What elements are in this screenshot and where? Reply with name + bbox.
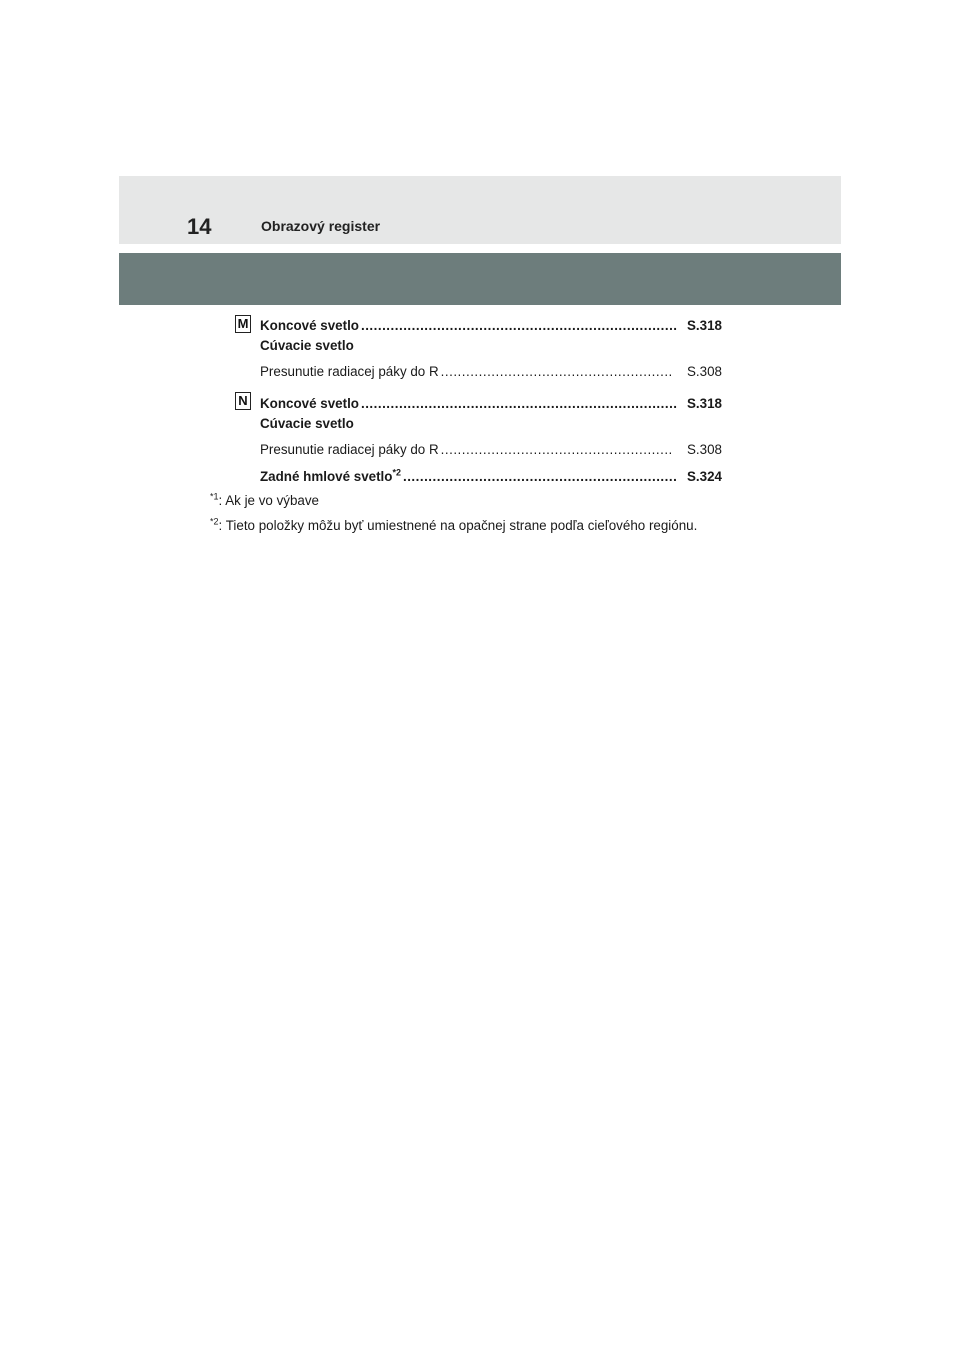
index-heading: Cúvacie svetlo (260, 416, 354, 431)
entry-label: Koncové svetlo (260, 396, 359, 411)
section-banner (119, 253, 841, 305)
page-ref[interactable]: S.318 (687, 318, 722, 333)
entry-label: Presunutie radiacej páky do R (260, 364, 439, 379)
page-ref[interactable]: S.324 (687, 469, 722, 484)
leader-dots: ....................................................... (440, 442, 673, 457)
page-ref[interactable]: S.318 (687, 396, 722, 411)
footnote-text: : Ak je vo výbave (218, 493, 319, 508)
page-ref[interactable]: S.308 (687, 364, 722, 379)
header-band (119, 176, 841, 244)
footnote-mark: *1 (210, 491, 219, 502)
index-entry[interactable] (260, 442, 722, 458)
entry-label: Koncové svetlo (260, 318, 359, 333)
leader-dots: ........................................................................... (360, 318, 678, 333)
entry-label: Zadné hmlové svetlo$^{*2}$ (260, 467, 401, 484)
page-number: 14 (187, 214, 212, 239)
index-entry[interactable] (260, 364, 722, 380)
leader-dots: ................................................................. (402, 469, 678, 484)
footnote-mark: *2 (210, 516, 219, 527)
index-letter-n: N (235, 392, 251, 410)
leader-dots: ........................................................................... (360, 396, 678, 411)
page-ref[interactable]: S.308 (687, 442, 722, 457)
index-heading: Cúvacie svetlo (260, 338, 354, 353)
entry-label: Presunutie radiacej páky do R (260, 442, 439, 457)
index-entry[interactable] (260, 396, 722, 412)
footnote-1 (210, 493, 319, 509)
leader-dots: ....................................................... (440, 364, 673, 379)
index-entry[interactable] (260, 469, 722, 485)
footnote-ref: *2 (392, 467, 401, 478)
index-letter-m: M (235, 315, 251, 333)
section-title: Obrazový register (261, 218, 381, 234)
index-entry[interactable] (260, 318, 722, 334)
footnote-text: : Tieto položky môžu byť umiestnené na opačnej strane podľa cieľového regiónu. (218, 518, 698, 533)
footnote-2 (210, 518, 697, 534)
